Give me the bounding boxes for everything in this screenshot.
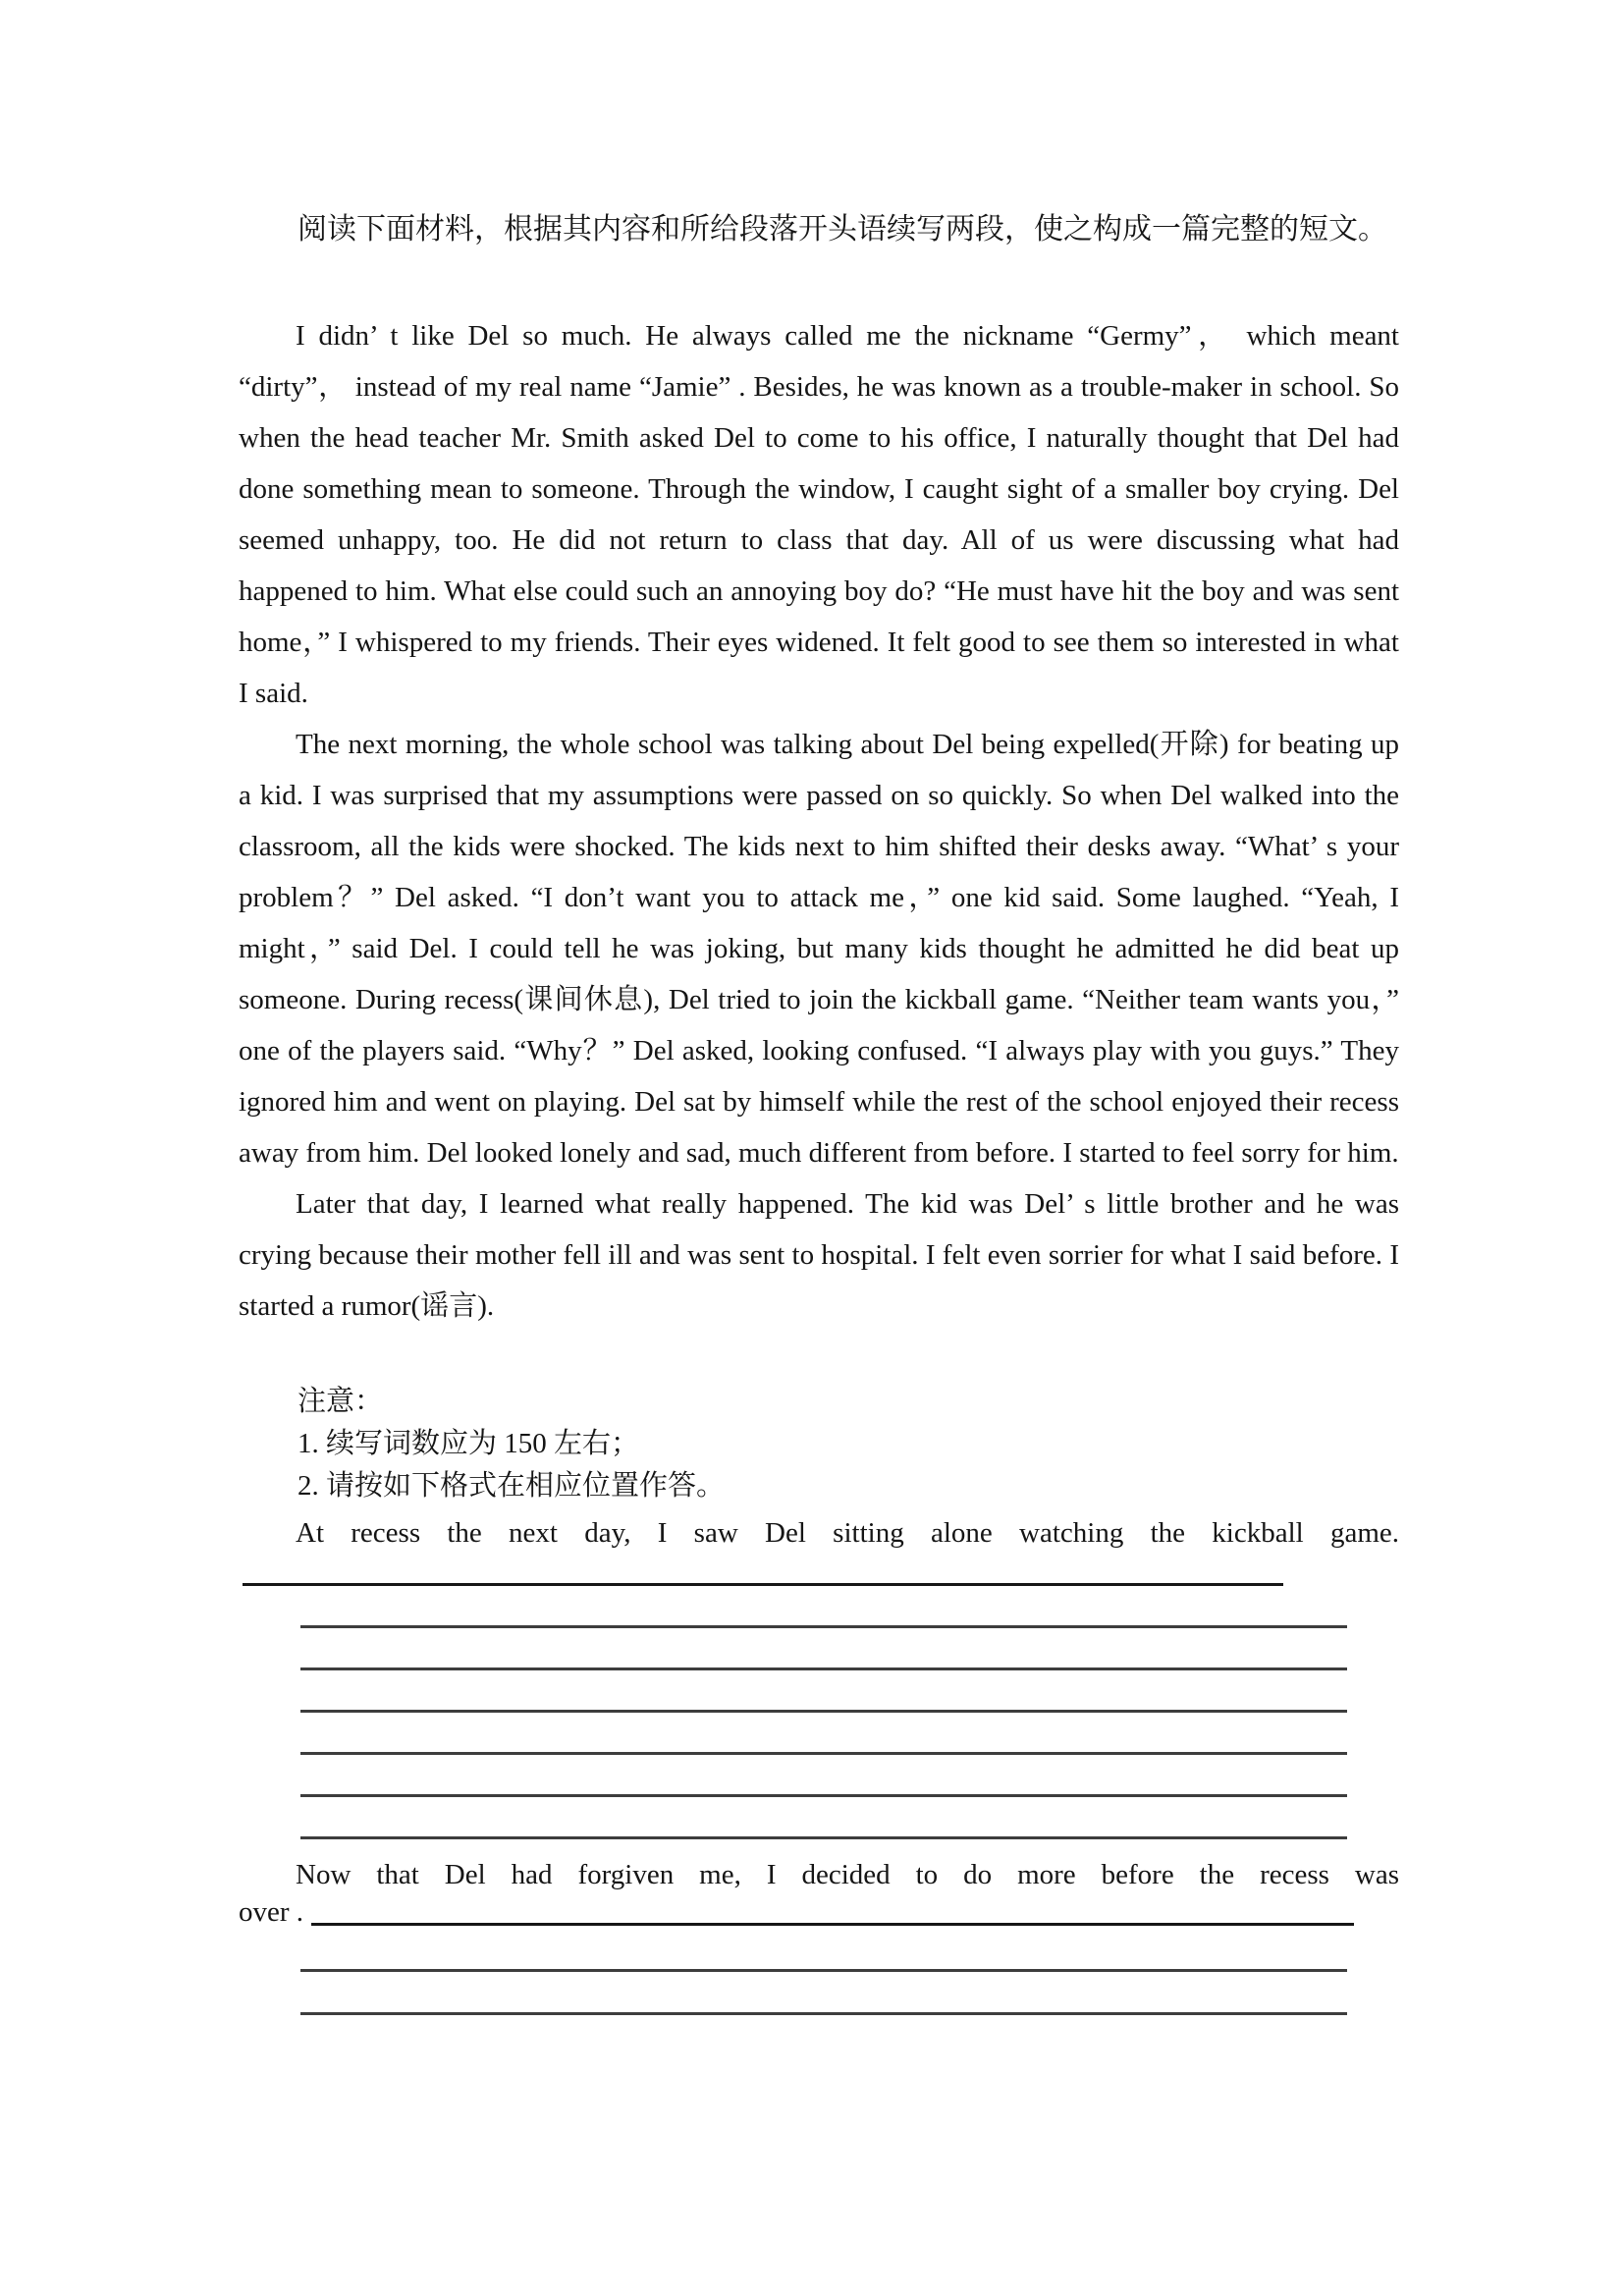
answer-writing-line-9: [300, 1928, 1347, 1972]
note-item-word-count: 1. 续写词数应为 150 左右；: [298, 1428, 640, 1459]
page-content: [239, 210, 1399, 2015]
task-instruction-text: 阅读下面材料，根据其内容和所给段落开头语续写两段，使之构成一篇完整的短文。: [298, 213, 1387, 246]
answer-writing-line-2: [300, 1586, 1347, 1628]
answer-writing-line-3: [300, 1628, 1347, 1670]
notes-label: 注意：: [298, 1386, 384, 1417]
continuation-paragraph-1-opening: At recess the next day, I saw Del sitting alone watching the kickball game.: [296, 1517, 1399, 1549]
continuation-paragraph-2-second-line: [239, 1896, 1399, 1928]
answer-writing-line-10: [300, 1972, 1347, 2015]
answer-writing-line-1: [243, 1555, 1283, 1586]
story-paragraph-1: I didn’ t like Del so much. He always called me the nickname “Germy”， which meant “dirty”， instead of my real name “Jamie” . Besides, he was known as a trouble-maker in school. So when the head teacher Mr. Smith asked Del to come to his office, I naturally thought that Del had done something mean to someone. Through the window, I caught sight of a smaller boy crying. Del seemed unhappy, too. He did not return to class that day. All of us were discussing what had happened to him. What else could such an annoying boy do? “He must have hit the boy and was sent home，” I whispered to my friends. Their eyes widened. It felt good to see them so interested in what I said.: [239, 320, 1399, 709]
story-paragraph-3: Later that day, I learned what really happened. The kid was Del’ s little brother and he was crying because their mother fell ill and was sent to hospital. I felt even sorrier for what I said before. I started a rumor(谣言).: [239, 1188, 1399, 1322]
note-item-format: 2. 请按如下格式在相应位置作答。: [298, 1470, 726, 1502]
answer-writing-line-6: [300, 1755, 1347, 1797]
answer-writing-line-5: [300, 1713, 1347, 1755]
answer-writing-line-8: [311, 1923, 1354, 1926]
answer-writing-line-7: [300, 1797, 1347, 1839]
answer-writing-line-4: [300, 1670, 1347, 1713]
continuation-paragraph-2-opening-tail: over .: [239, 1896, 304, 1928]
continuation-paragraph-2-opening: Now that Del had forgiven me, I decided to do more before the recess was: [296, 1859, 1399, 1890]
notes-section: [239, 1381, 1399, 1507]
story-paragraph-2: The next morning, the whole school was talking about Del being expelled(开除) for beating up a kid. I was surprised that my assumptions were passed on so quickly. So when Del walked into the classroom, all the kids were shocked. The kids next to him shifted their desks away. “What’ s your problem？” Del asked. “I don’t want you to attack me，” one kid said. Some laughed. “Yeah, I might，” said Del. I could tell he was joking, but many kids thought he admitted he did beat up someone. During recess(课间休息), Del tried to join the kickball game. “Neither team wants you，” one of the players said. “Why？” Del asked, looking confused. “I always play with you guys.” They ignored him and went on playing. Del sat by himself while the rest of the school enjoyed their recess away from him. Del looked lonely and sad, much different from before. I started to feel sorry for him.: [239, 729, 1399, 1169]
